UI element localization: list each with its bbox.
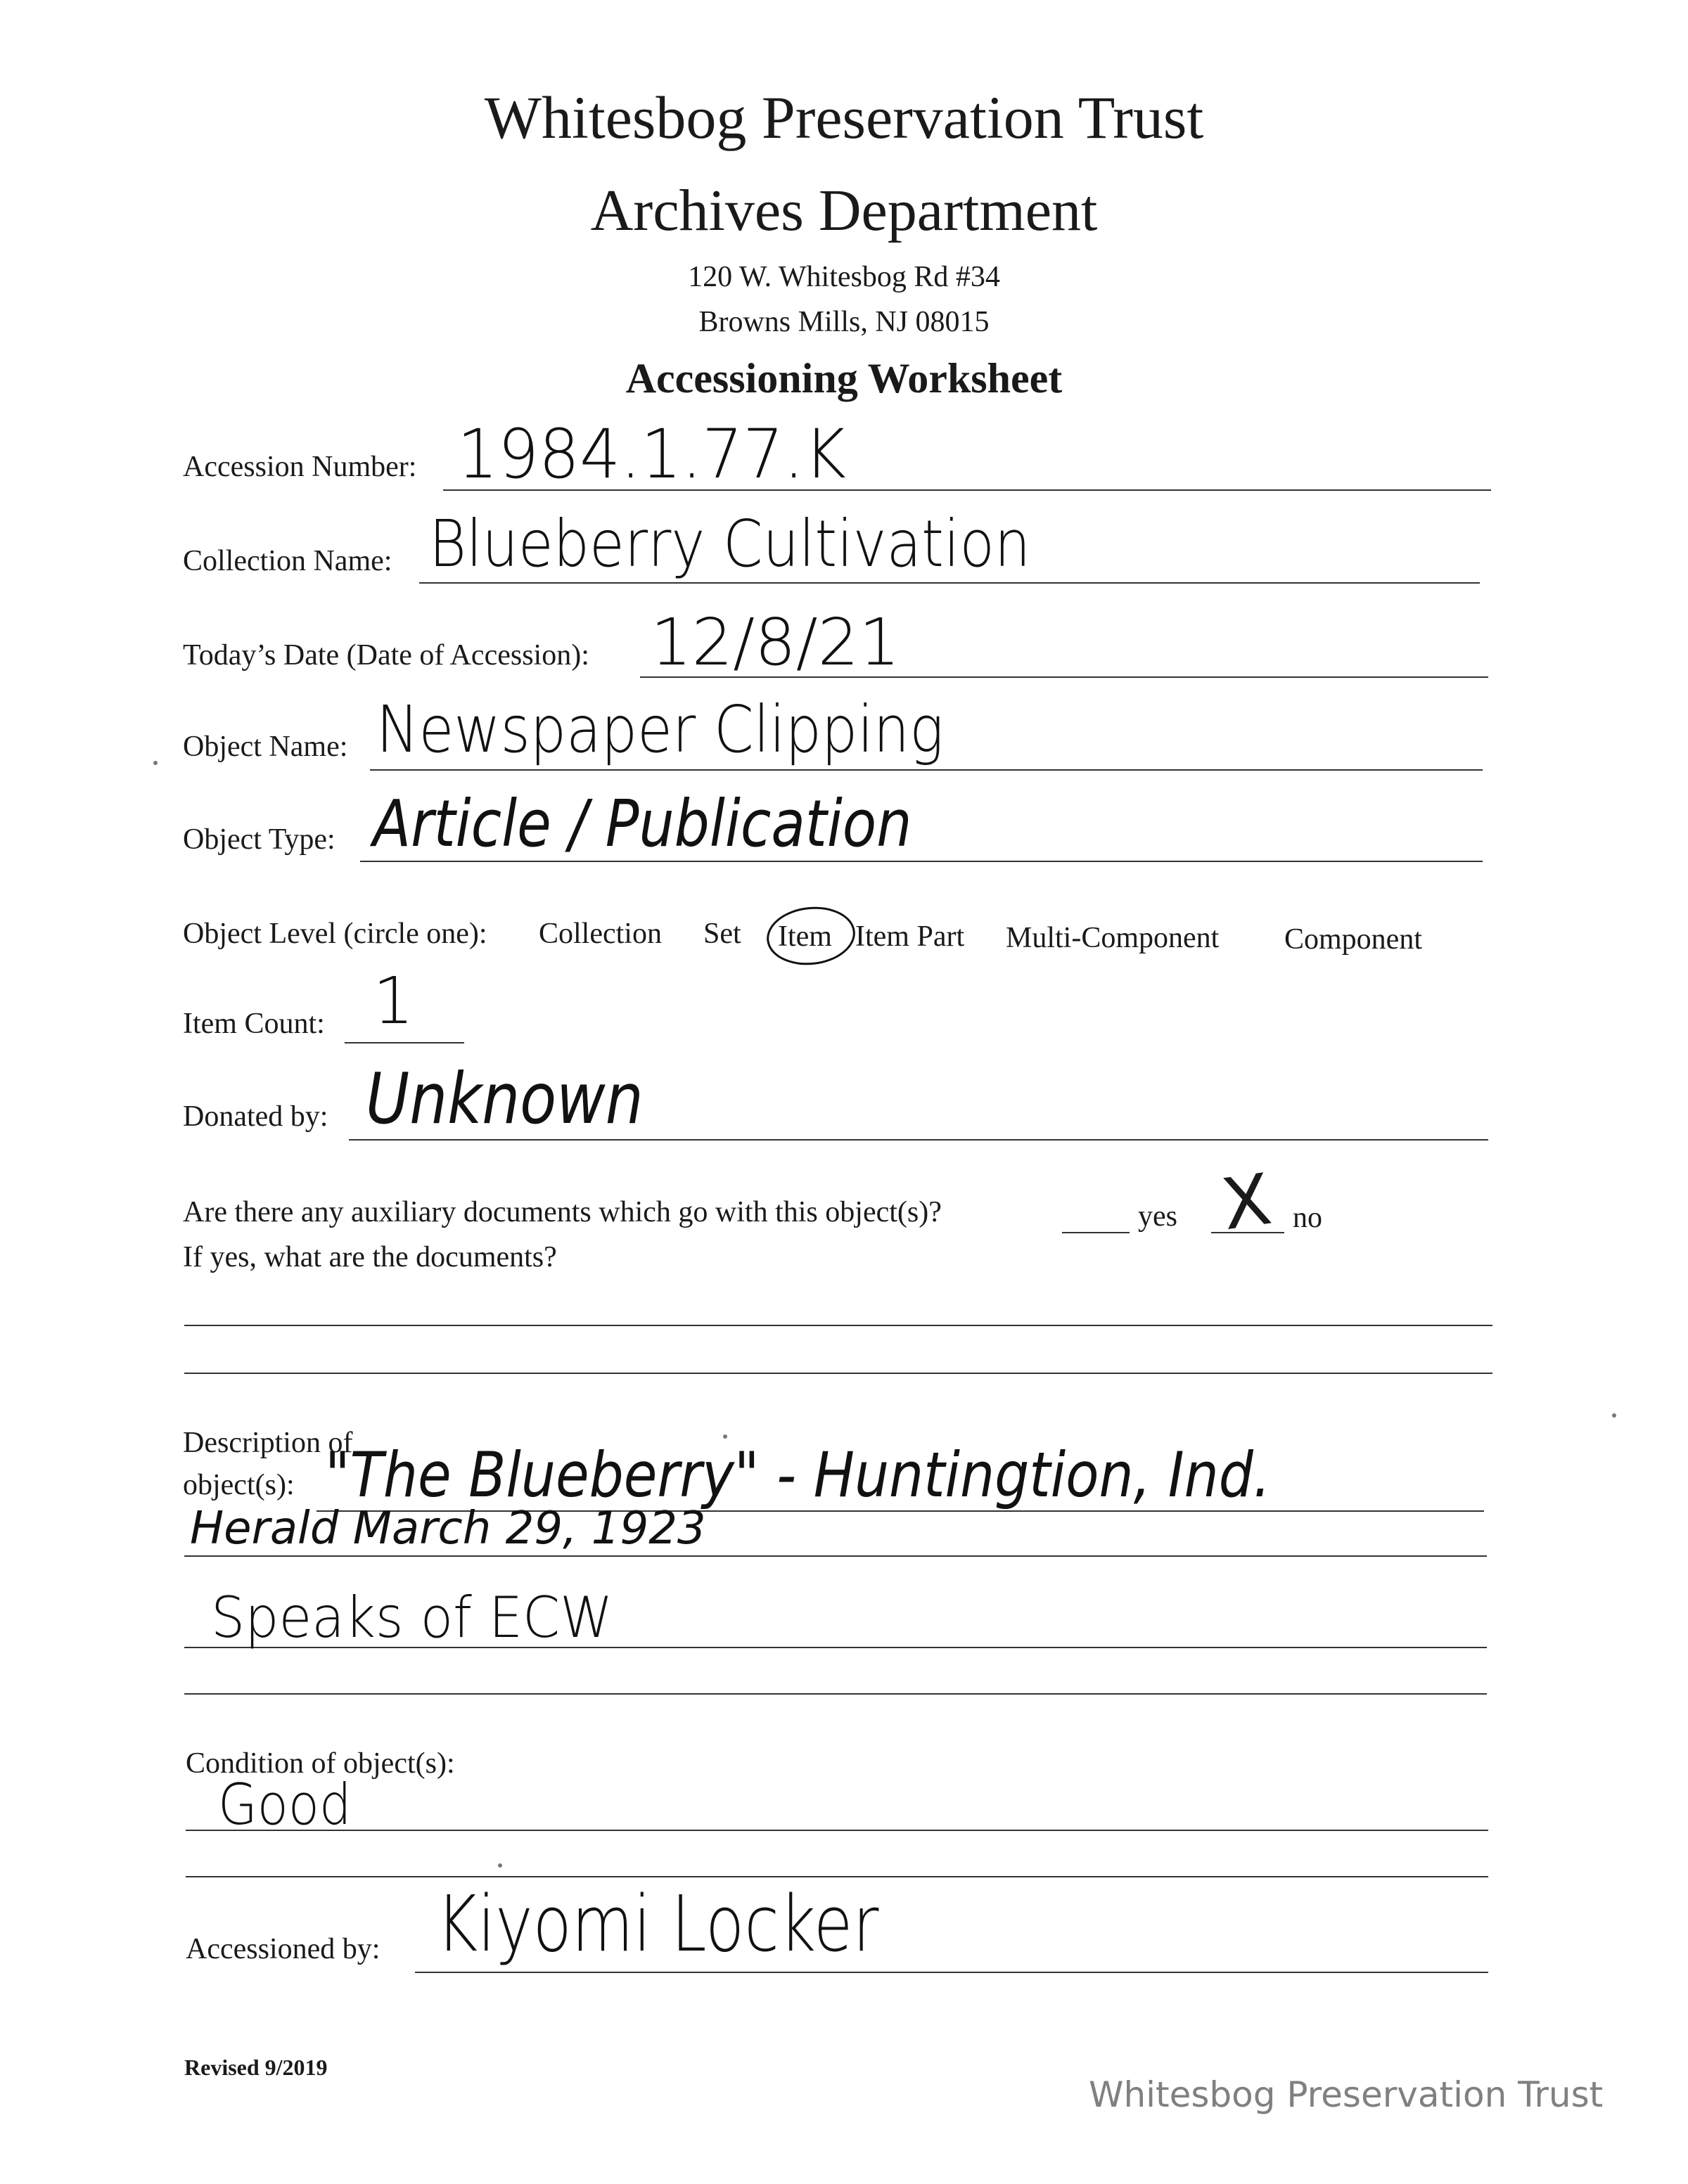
auxiliary-followup: If yes, what are the documents?: [183, 1241, 557, 1273]
donated-by-label: Donated by:: [183, 1100, 328, 1133]
condition-line-1: [186, 1830, 1488, 1831]
object-level-option-set[interactable]: Set: [703, 918, 741, 950]
address-line-2: Browns Mills, NJ 08015: [698, 306, 990, 338]
selection-circle: [764, 903, 858, 970]
object-level-option-multi-component[interactable]: Multi-Component: [1006, 922, 1220, 954]
accessioned-by-label: Accessioned by:: [186, 1933, 381, 1965]
collection-name-line: [419, 582, 1480, 584]
collection-name-value[interactable]: Blueberry Cultivation: [429, 506, 1031, 582]
object-level-label: Object Level (circle one):: [183, 918, 487, 950]
revised-note: Revised 9/2019: [184, 2055, 328, 2080]
auxiliary-question: Are there any auxiliary documents which go with this object(s)?: [183, 1196, 942, 1228]
scan-speck: [1612, 1413, 1616, 1418]
object-level-option-item-part[interactable]: Item Part: [855, 920, 965, 953]
description-value-line-1[interactable]: "The Blueberry" - Huntingtion, Ind.: [325, 1439, 1271, 1511]
watermark-text: Whitesbog Preservation Trust: [1089, 2074, 1604, 2115]
item-count-label: Item Count:: [183, 1008, 325, 1040]
auxiliary-answer-line-1[interactable]: [184, 1325, 1492, 1326]
form-title: Accessioning Worksheet: [625, 355, 1063, 402]
object-type-label: Object Type:: [183, 823, 335, 856]
accession-number-value[interactable]: 1984.1.77.K: [457, 415, 846, 494]
scan-speck: [498, 1863, 502, 1868]
date-value[interactable]: 12/8/21: [651, 605, 900, 680]
object-level-option-component[interactable]: Component: [1284, 923, 1422, 956]
description-value-line-3[interactable]: Speaks of ECW: [211, 1585, 613, 1650]
object-name-value[interactable]: Newspaper Clipping: [376, 692, 944, 767]
object-level-option-collection[interactable]: Collection: [539, 918, 662, 950]
organization-title: Whitesbog Preservation Trust: [484, 84, 1204, 151]
description-label-line-1: Description of: [183, 1427, 353, 1459]
condition-value[interactable]: Good: [218, 1772, 352, 1837]
description-value-line-2[interactable]: Herald March 29, 1923: [190, 1503, 706, 1555]
auxiliary-answer-line-2[interactable]: [184, 1373, 1492, 1374]
scan-speck: [723, 1434, 727, 1439]
description-line-2: [184, 1555, 1487, 1557]
object-type-value[interactable]: Article / Publication: [373, 786, 912, 861]
object-level-option-item[interactable]: Item: [778, 920, 832, 953]
item-count-value[interactable]: 1: [373, 963, 414, 1039]
object-name-label: Object Name:: [183, 731, 348, 763]
description-label-line-2: object(s):: [183, 1469, 295, 1501]
description-line-4[interactable]: [184, 1693, 1487, 1695]
collection-name-label: Collection Name:: [183, 545, 392, 577]
accessioned-by-value[interactable]: Kiyomi Locker: [436, 1879, 879, 1969]
condition-label: Condition of object(s):: [186, 1747, 455, 1780]
condition-line-2[interactable]: [186, 1876, 1488, 1877]
item-count-line: [345, 1042, 464, 1043]
scan-speck: [153, 761, 158, 765]
address-line-1: 120 W. Whitesbog Rd #34: [688, 261, 1000, 293]
department-title: Archives Department: [590, 178, 1098, 243]
date-label: Today’s Date (Date of Accession):: [183, 639, 589, 672]
accession-number-label: Accession Number:: [183, 451, 417, 483]
no-label[interactable]: no: [1293, 1202, 1322, 1234]
yes-line: [1062, 1232, 1130, 1233]
accessioned-by-line: [415, 1972, 1488, 1973]
no-checkmark: X: [1217, 1157, 1277, 1247]
yes-label[interactable]: yes: [1138, 1200, 1177, 1233]
object-name-line: [370, 769, 1483, 771]
donated-by-value[interactable]: Unknown: [366, 1058, 644, 1140]
